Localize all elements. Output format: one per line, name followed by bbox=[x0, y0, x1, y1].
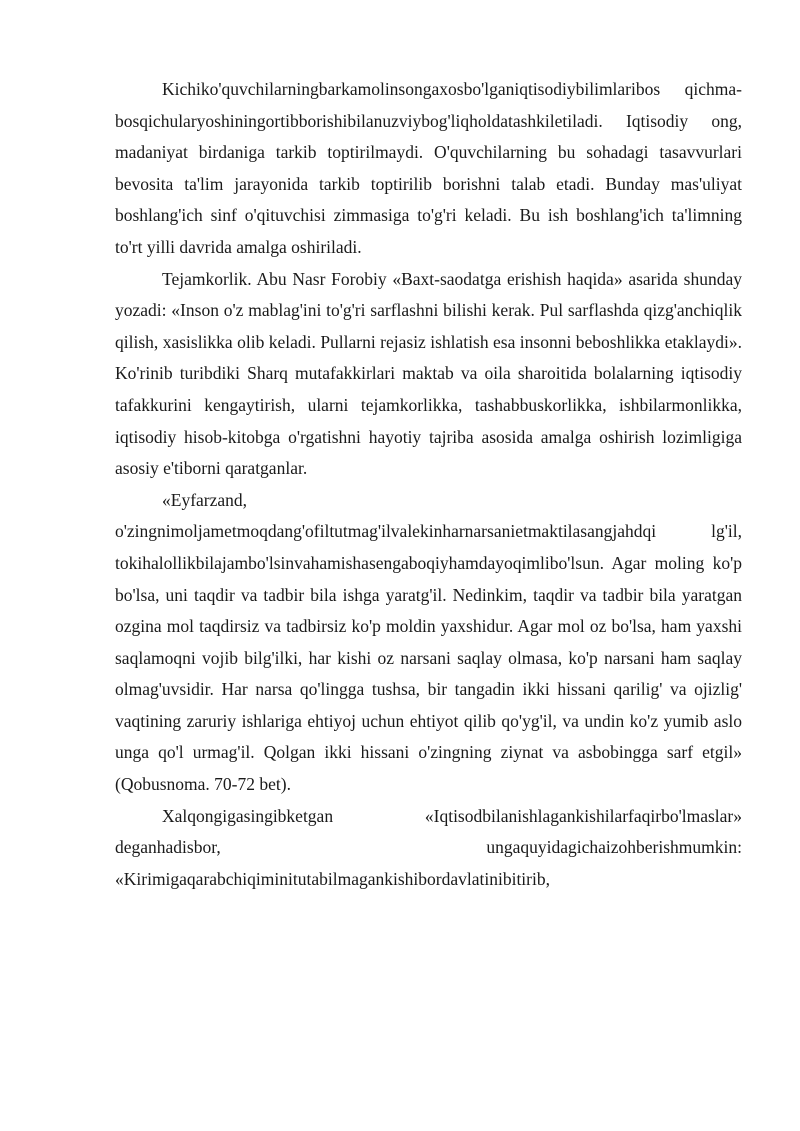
paragraph-qobusnoma-quote: o'zingnimoljametmoqdang'ofiltutmag'ilvalekinharnarsanietmaktilasangjahdqi lg'il, tokihalollikbilajambo'lsinvahamishasengaboqiyhamdayoqimlibo'lsun. Agar moling ko'p bo'lsa, uni taqdir va tadbir bila ishga yaratg'il. Nedinkim, taqdir va tadbir bila yaratgan ozgina mol taqdirsiz va tadbirsiz ko'p moldin yaxshidur. Agar mol oz bo'lsa, ham yaxshi saqlamoqni vojib bilg'ilki, har kishi oz narsani saqlay olmasa, ko'p narsani ham saqlay olmag'uvsidir. Har narsa qo'lingga tushsa, bir tangadin ikki hissani qarilig' va ojizlig' vaqtining zaruriy ishlariga ehtiyoj uchun ehtiyot qilib qo'yg'il, va undin ko'z yumib aslo unga qo'l urmag'il. Qolgan ikki hissani o'zingning ziynat va asbobingga sarf etgil» (Qobusnoma. 70-72 bet). bbox=[115, 521, 742, 795]
paragraph-thriftiness: Tejamkorlik. Abu Nasr Forobiy «Baxt-saodatga erishish haqida» asarida shunday yozadi: «Inson o'z mablag'ini to'g'ri sarflashni bilishi kerak. Pul sarflashda qizg'anchiqlik qilish, xasislikka olib keladi. Pullarni rejasiz ishlatish esa insonni beboshlikka etaklaydi». Ko'rinib turibdiki Sharq mutafakkirlari maktab va oila sharoitida bolalarning iqtisodiy tafakkurini kengaytirish, ularni tejamkorlikka, tashabbuskorlikka, ishbilarmonlikka, iqtisodiy hisob-kitobga o'rgatishni hayotiy tajriba asosida amalga oshirish lozimligiga asosiy e'tiborni qaratganlar. bbox=[115, 268, 742, 479]
document-body bbox=[115, 74, 742, 895]
paragraph-folk-saying: Xalqongigasingibketgan «Iqtisodbilanishlagankishilarfaqirbo'lmaslar» deganhadisbor, ungaquyidagichaizohberishmumkin: «Kirimigaqarabchiqiminitutabilmagankishibordavlatinibitirib, bbox=[115, 805, 742, 889]
paragraph-economic-knowledge: Kichiko'quvchilarningbarkamolinsongaxosbo'lganiqtisodiybilimlaribos qichma-bosqichularyoshiningortibborishibilanuzviybog'liqholdatashkiletiladi. Iqtisodiy ong, madaniyat birdaniga tarkib toptirilmaydi. O'quvchilarning bu sohadagi tasavvurlari bevosita ta'lim jarayonida tarkib toptirilib borishni talab etadi. Bunday mas'uliyat boshlang'ich sinf o'qituvchisi zimmasiga to'g'ri keladi. Bu ish boshlang'ich ta'limning to'rt yilli davrida amalga oshiriladi. bbox=[115, 79, 742, 257]
paragraph-quote-opening: «Eyfarzand, bbox=[162, 489, 248, 510]
